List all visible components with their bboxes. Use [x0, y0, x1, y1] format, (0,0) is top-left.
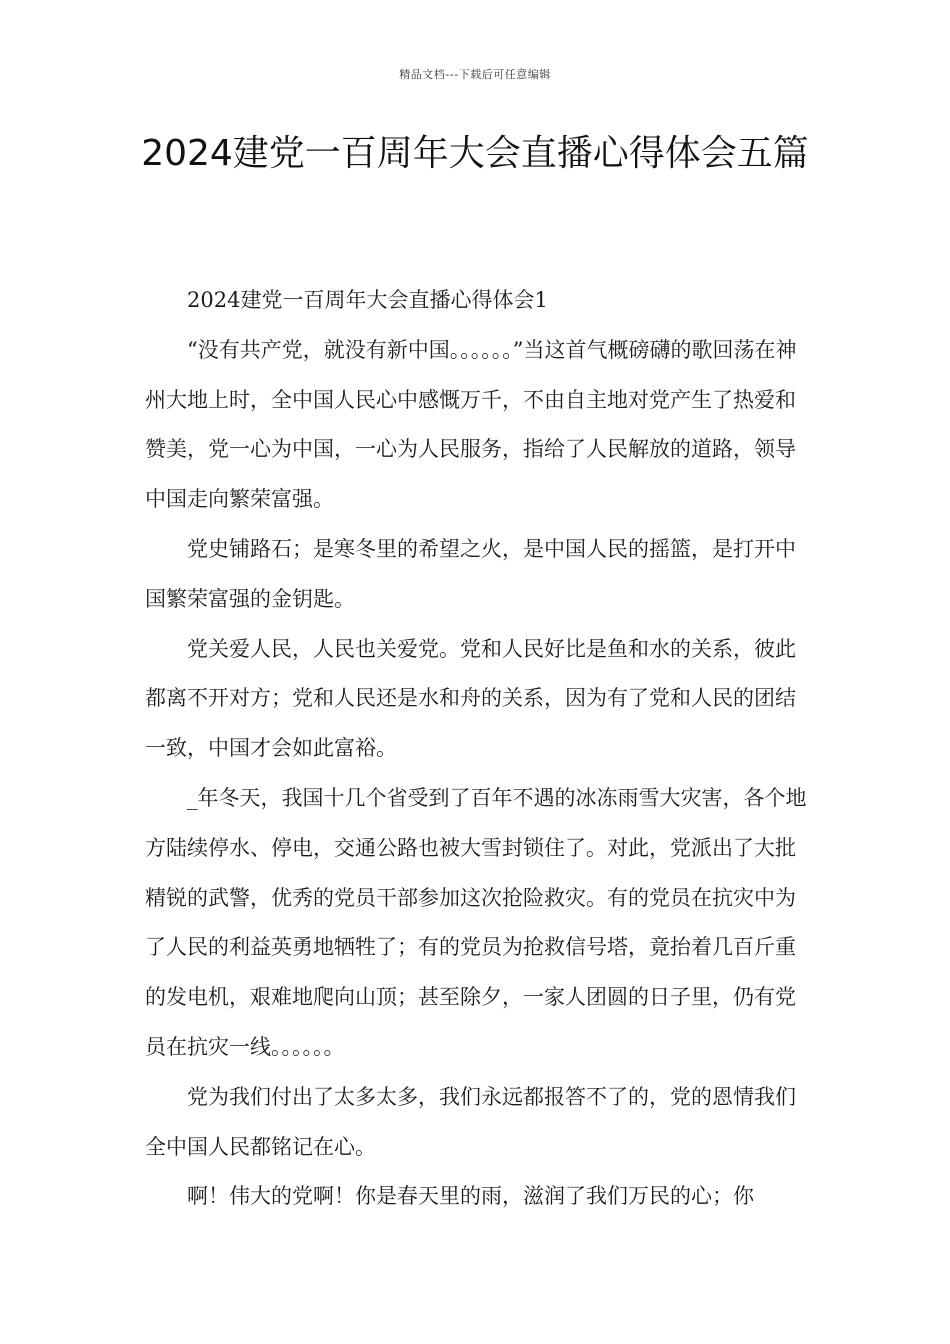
paragraph: 党关爱人民，人民也关爱党。党和人民好比是鱼和水的关系，彼此都离不开对方；党和人民还是水和舟的关系，因为有了党和人民的团结一致，中国才会如此富裕。: [145, 636, 796, 761]
document-body: [145, 276, 810, 1222]
paragraph: 党为我们付出了太多太多，我们永远都报答不了的，党的恩情我们全中国人民都铭记在心。: [145, 1084, 796, 1159]
paragraph: _年冬天，我国十几个省受到了百年不遇的冰冻雨雪大灾害，各个地方陆续停水、停电，交通公路也被大雪封锁住了。对此，党派出了大批精锐的武警，优秀的党员干部参加这次抢险救灾。有的党员在抗灾中为了人民的利益英勇地牺牲了；有的党员为抢救信号塔，竟抬着几百斤重的发电机，艰难地爬向山顶；甚至除夕，一家人团圆的日子里，仍有党员在抗灾一线。。。。。。: [145, 785, 807, 1059]
paragraph: 党史铺路石；是寒冬里的希望之火，是中国人民的摇篮，是打开中国繁荣富强的金钥匙。: [145, 536, 796, 611]
document-title: 2024建党一百周年大会直播心得体会五篇: [141, 133, 809, 174]
section-heading: 2024建党一百周年大会直播心得体会1: [187, 288, 548, 312]
page-header: 精品文档---下载后可任意编辑: [399, 68, 551, 81]
paragraph: “没有共产党，就没有新中国。。。。。。”当这首气概磅礴的歌回荡在神州大地上时，全中国人民心中感慨万千，不由自主地对党产生了热爱和赞美，党一心为中国，一心为人民服务，指给了人民解放的道路，领导中国走向繁荣富强。: [145, 337, 797, 512]
paragraph: 啊！伟大的党啊！你是春天里的雨，滋润了我们万民的心；你: [187, 1184, 754, 1209]
